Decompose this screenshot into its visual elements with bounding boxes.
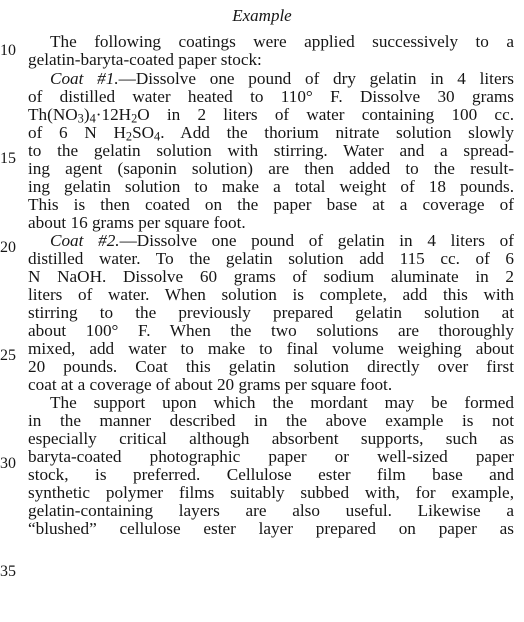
- line-number-15: 15: [0, 150, 16, 167]
- text-line: stock, is preferred. Cellulose ester film base and: [28, 465, 514, 484]
- text-line: The following coatings were applied successively to a: [50, 32, 514, 51]
- formula-part: of 6 N H: [28, 123, 126, 142]
- formula-line: [28, 124, 514, 142]
- text-line: baryta-coated photographic paper or well-sized paper: [28, 447, 514, 466]
- formula-subscript: 4: [89, 111, 96, 126]
- text-line: about 16 grams per square foot.: [28, 213, 246, 232]
- text-line: liters of water. When solution is complete, add this with: [28, 285, 514, 304]
- text-line: gelatin-baryta-coated paper stock:: [28, 50, 262, 69]
- coat2-first-line: [50, 232, 514, 250]
- line-number-25: 25: [0, 347, 16, 364]
- coat1-label: Coat #1.: [50, 69, 119, 88]
- formula-part: ): [83, 105, 90, 124]
- text-line: distilled water. To the gelatin solution add 115 cc. of 6: [28, 249, 514, 268]
- text-line: gelatin-containing layers are also useful. Likewise a: [28, 501, 514, 520]
- formula-part: ·12H: [95, 105, 132, 124]
- text-line: ing gelatin solution to make a total weight of 18 pounds.: [28, 177, 514, 196]
- line-number-35: 35: [0, 563, 16, 580]
- section-heading: Example: [232, 6, 292, 25]
- formula-subscript: 2: [131, 111, 138, 126]
- text-line: coat at a coverage of about 20 grams per square foot.: [28, 375, 393, 394]
- text-line: about 100° F. When the two solutions are thoroughly: [28, 321, 514, 340]
- text-line: 20 pounds. Coat this gelatin solution directly over first: [28, 357, 514, 376]
- text-line: especially critical although absorbent supports, such as: [28, 429, 514, 448]
- text-line: mixed, add water to make to final volume weighing about: [28, 339, 514, 358]
- coat1-first-line-text: —Dissolve one pound of dry gelatin in 4 liters: [118, 69, 514, 88]
- formula-subscript: 2: [125, 129, 133, 144]
- formula-subscript: 3: [77, 111, 84, 126]
- text-line: in the manner described in the above example is not: [28, 411, 514, 430]
- coat2-first-line-text: —Dissolve one pound of gelatin in 4 liters of: [119, 231, 514, 250]
- formula-line: [28, 106, 514, 124]
- text-line: The support upon which the mordant may be formed: [50, 393, 514, 412]
- formula-part: Th(NO: [28, 105, 78, 124]
- line-number-20: 20: [0, 239, 16, 256]
- text-line: ing agent (saponin solution) are then added to the result-: [28, 159, 514, 178]
- text-line: This is then coated on the paper base at a coverage of: [28, 195, 514, 214]
- coat1-first-line: [50, 70, 514, 88]
- text-line: to the gelatin solution with stirring. Water and a spread-: [28, 141, 514, 160]
- formula-part: SO: [132, 123, 155, 142]
- line-number-10: 10: [0, 42, 16, 59]
- formula-line-text: O in 2 liters of water containing 100 cc.: [137, 105, 514, 124]
- formula-subscript: 4: [154, 129, 161, 144]
- text-line: “blushed” cellulose ester layer prepared on paper as: [28, 519, 514, 538]
- line-number-30: 30: [0, 455, 16, 472]
- text-line: N NaOH. Dissolve 60 grams of sodium aluminate in 2: [28, 267, 514, 286]
- text-line: of distilled water heated to 110° F. Dissolve 30 grams: [28, 87, 514, 106]
- formula-line-text: . Add the thorium nitrate solution slowly: [160, 123, 514, 142]
- text-line: synthetic polymer films suitably subbed with, for example,: [28, 483, 514, 502]
- text-line: stirring to the previously prepared gelatin solution at: [28, 303, 514, 322]
- coat2-label: Coat #2.: [50, 231, 120, 250]
